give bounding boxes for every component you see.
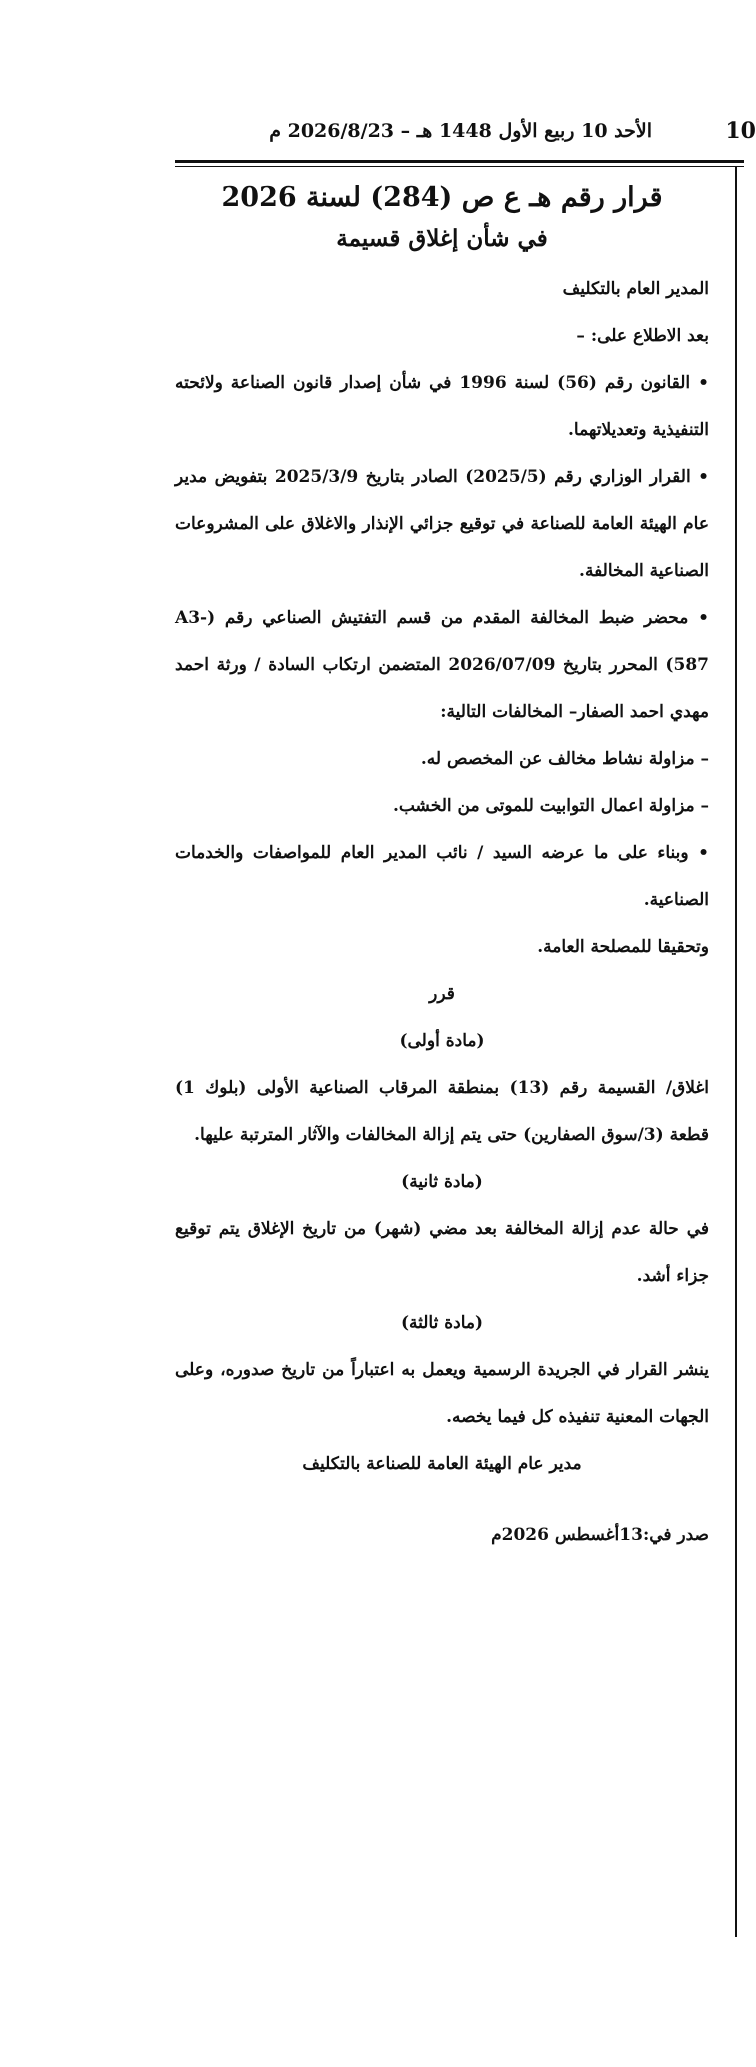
article-text: ينشر القرار في الجريدة الرسمية ويعمل به اعتباراً من تاريخ صدوره، وعلى الجهات المعنية تنفيذه كل فيما يخصه. bbox=[175, 1360, 709, 1427]
page-number: 10 bbox=[725, 118, 756, 144]
header-rule-thin bbox=[175, 166, 744, 167]
article-heading: (مادة أولى) bbox=[399, 1031, 485, 1051]
article-text: اغلاق/ القسيمة رقم (13) بمنطقة المرقاب الصناعية الأولى (بلوك 1) قطعة (3/سوق الصفارين) حتى يتم إزالة المخالفات والآثار المترتبة عليها. bbox=[175, 1078, 709, 1145]
article-heading: (مادة ثانية) bbox=[401, 1172, 483, 1192]
preamble-line: بعد الاطلاع على: – bbox=[576, 326, 709, 346]
issuer-line: المدير العام بالتكليف bbox=[562, 279, 709, 299]
issued-date-line: صدر في:13أغسطس 2026م bbox=[491, 1525, 709, 1545]
violation-item: – مزاولة اعمال التوابيت للموتى من الخشب. bbox=[392, 796, 709, 816]
decree-title: قرار رقم هـ ع ص (284) لسنة 2026 bbox=[221, 182, 663, 213]
page-header bbox=[175, 118, 756, 158]
header-rule-thick bbox=[175, 160, 744, 163]
signature-line: مدير عام الهيئة العامة للصناعة بالتكليف bbox=[302, 1454, 582, 1474]
article-text: في حالة عدم إزالة المخالفة بعد مضي (شهر) من تاريخ الإغلاق يتم توقيع جزاء أشد. bbox=[175, 1219, 709, 1286]
reference-item-deputy: • وبناء على ما عرضه السيد / نائب المدير العام للمواصفات والخدمات الصناعية. bbox=[175, 843, 709, 910]
violation-item: – مزاولة نشاط مخالف عن المخصص له. bbox=[420, 749, 709, 769]
reference-item-report: • محضر ضبط المخالفة المقدم من قسم التفتيش الصناعي رقم (A3-587) المحرر بتاريخ 2026/07/09 المتضمن ارتكاب السادة / ورثة احمد مهدي احمد الصفار– المخالفات التالية: bbox=[175, 608, 709, 722]
column-divider bbox=[735, 167, 737, 1937]
reference-item-law: • القانون رقم (56) لسنة 1996 في شأن إصدار قانون الصناعة ولائحته التنفيذية وتعديلاتهما. bbox=[175, 373, 709, 440]
article-heading: (مادة ثالثة) bbox=[400, 1313, 484, 1333]
spacer bbox=[175, 1488, 709, 1512]
header-date: الأحد 10 ربيع الأول 1448 هـ – 2026/8/23 م bbox=[269, 120, 652, 142]
decree-column bbox=[175, 170, 709, 1559]
decree-subtitle: في شأن إغلاق قسيمة bbox=[336, 225, 548, 252]
decided-heading: قرر bbox=[429, 984, 455, 1004]
public-interest-line: وتحقيقا للمصلحة العامة. bbox=[537, 937, 709, 957]
reference-item-ministerial: • القرار الوزاري رقم (2025/5) الصادر بتاريخ 2025/3/9 بتفويض مدير عام الهيئة العامة للصناعة في توقيع جزائي الإنذار والاغلاق على المشروعات الصناعية المخالفة. bbox=[175, 467, 709, 581]
